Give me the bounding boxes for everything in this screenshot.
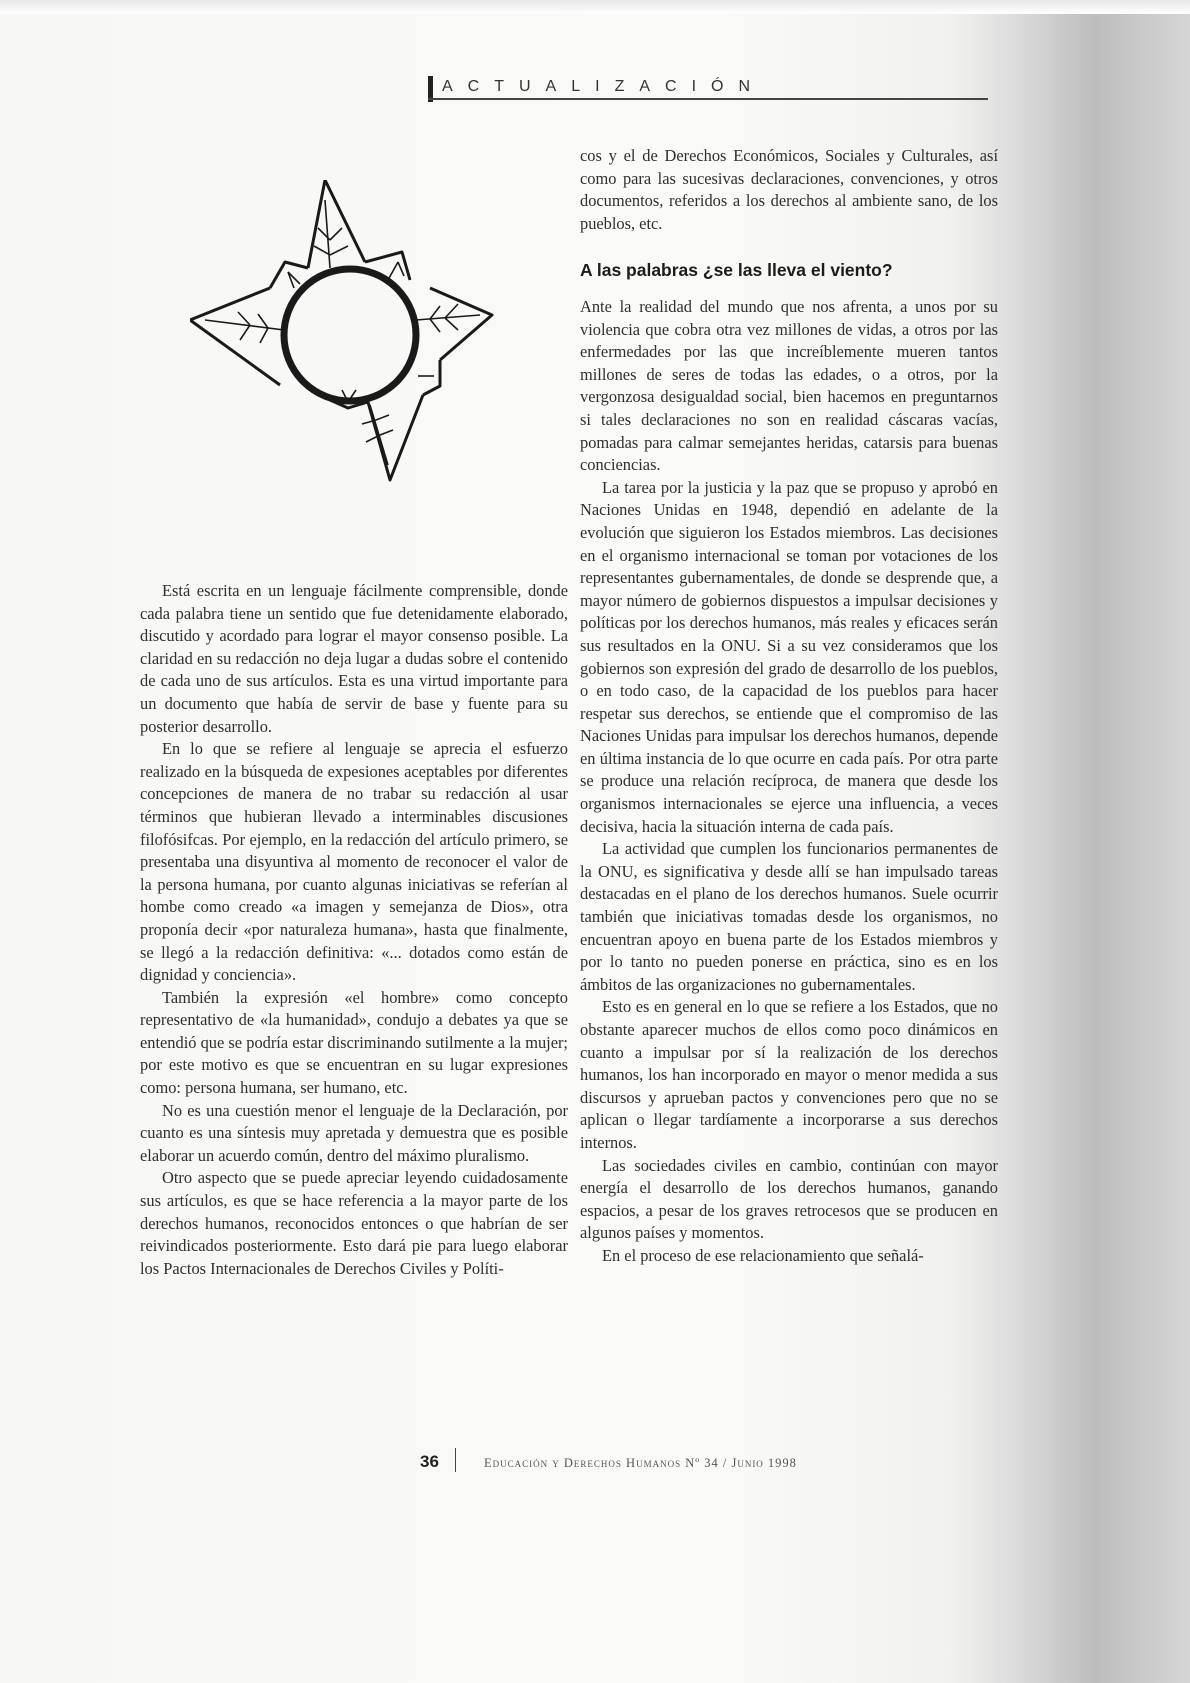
paragraph: En el proceso de ese relacionamiento que señalá- [602, 1245, 924, 1265]
paragraph: Está escrita en un lenguaje fácilmente comprensible, donde cada palabra tiene un sentido que fue detenidamente elaborado, discutido y acordado para lograr el mayor consenso posible. La claridad en su redacción no deja lugar a dudas sobre el contenido de cada uno de sus artículos. Esta es una virtud importante para un documento que había de servir de base y fuente para su posterior desarrollo. [140, 581, 568, 736]
paragraph: La tarea por la justicia y la paz que se propuso y aprobó en Naciones Unidas en 1948, dependió en adelante de la evolución que siguieron los Estados miembros. Las decisiones en el organismo internacional se toman por votaciones de los representantes gubernamentales, de donde se desprende que, a mayor número de gobiernos dispuestos a impulsar decisiones y políticas por los derechos humanos, más reales y eficaces serán sus resultados en la ONU. Si a su vez consideramos que los gobiernos son expresión del grado de desarrollo de los pueblos, o en todo caso, de la capacidad de los pueblos para hacer respetar sus derechos, se entiende que el compromiso de las Naciones Unidas para impulsar los derechos humanos, depende en última instancia de lo que ocurre en cada país. Por otra parte se produce una relación recíproca, de manera que desde los organismos internacionales se ejerce una influencia, a veces decisiva, hacia la situación interna de cada país. [580, 477, 998, 836]
paragraph: Esto es en general en lo que se refiere a los Estados, que no obstante aparecer muchos de ellos como poco dinámicos en cuanto a impulsar por sí la realización de los derechos humanos, los han incorporado en mayor o menor medida a sus discursos y aprueban pactos y convenciones pero que no se aplican o llegar tardíamente a incorporarse a sus derechos internos. [580, 997, 998, 1152]
paragraph: La actividad que cumplen los funcionarios permanentes de la ONU, es significativa y desde allí se han impulsado tareas destacadas en el plano de los derechos humanos. Suele ocurrir también que iniciativas tomadas desde los organismos, no encuentran apoyo en buena parte de los Estados miembros y por lo tanto no pueden ponerse en práctica, sino es en los ámbitos de las organizaciones no gubernamentales. [580, 839, 998, 994]
section-header-label: ACTUALIZACIÓN [442, 78, 766, 95]
footer-divider [455, 1448, 456, 1472]
paragraph: También la expresión «el hombre» como concepto representativo de «la humanidad», condujo a debates ya que se entendió que se podría estar discriminando sutilmente a la mujer; por este motivo es que se encuentran en su lugar expresiones como: persona humana, ser humano, etc. [140, 987, 568, 1098]
page-footer [420, 1448, 980, 1478]
right-column [580, 296, 998, 1268]
paragraph: cos y el de Derechos Económicos, Sociales y Culturales, así como para las sucesivas declaraciones, convenciones, y otros documentos, referidos a los derechos al ambiente sano, de los pueblos, etc. [580, 146, 998, 233]
paper-edge [0, 0, 1190, 14]
paragraph: Otro aspecto que se puede apreciar leyendo cuidadosamente sus artículos, es que se hace referencia a la mayor parte de los derechos humanos, reconocidos entonces o que habrían de ser reivindicados posteriormente. Esto dará pie para luego elaborar los Pactos Internacionales de Derechos Civiles y Políti- [140, 1168, 568, 1278]
section-header [428, 70, 988, 106]
header-rule [428, 98, 988, 100]
section-title: A las palabras ¿se las lleva el viento? [580, 260, 893, 280]
right-column-top [580, 145, 998, 235]
left-column [140, 580, 568, 1280]
paragraph: Las sociedades civiles en cambio, continúan con mayor energía el desarrollo de los derechos humanos, ganando espacios, a pesar de los graves retrocesos que se producen en algunos países y momentos. [580, 1155, 998, 1243]
paragraph: No es una cuestión menor el lenguaje de la Declaración, por cuanto es una síntesis muy apretada y demuestra que es posible elaborar un acuerdo común, dentro del máximo pluralismo. [140, 1100, 568, 1165]
paragraph: En lo que se refiere al lenguaje se aprecia el esfuerzo realizado en la búsqueda de expesiones aceptables por diferentes concepciones de manera de no trabar su redacción al usar términos que hubieran llevado a interminables discusiones filofósifcas. Por ejemplo, en la redacción del artículo primero, se presentaba una disyuntiva al momento de reconocer el valor de la persona humana, por cuanto algunas iniciativas se referían al hombe como creado «a imagen y semejanza de Dios», otra proponía decir «por naturaleza humana», hasta que finalmente, se llegó a la redacción definitiva: «... dotados como están de dignidad y conciencia». [140, 739, 568, 985]
paragraph: Ante la realidad del mundo que nos afrenta, a unos por su violencia que cobra otra vez millones de vidas, a otros por las enfermedades por las que increíblemente mueren tantos millones de seres de todas las edades, o a otros, por la vergonzosa desigualdad social, bien hacemos en preguntarnos si tales declaraciones no son en realidad cáscaras vacías, pomadas para calmar semejantes heridas, catarsis para buenas conciencias. [580, 297, 998, 475]
page-number: 36 [420, 1452, 439, 1471]
sun-star-drawing-icon [190, 180, 500, 490]
publication-credit: Educación y Derechos Humanos Nº 34 / Junio 1998 [484, 1456, 797, 1470]
